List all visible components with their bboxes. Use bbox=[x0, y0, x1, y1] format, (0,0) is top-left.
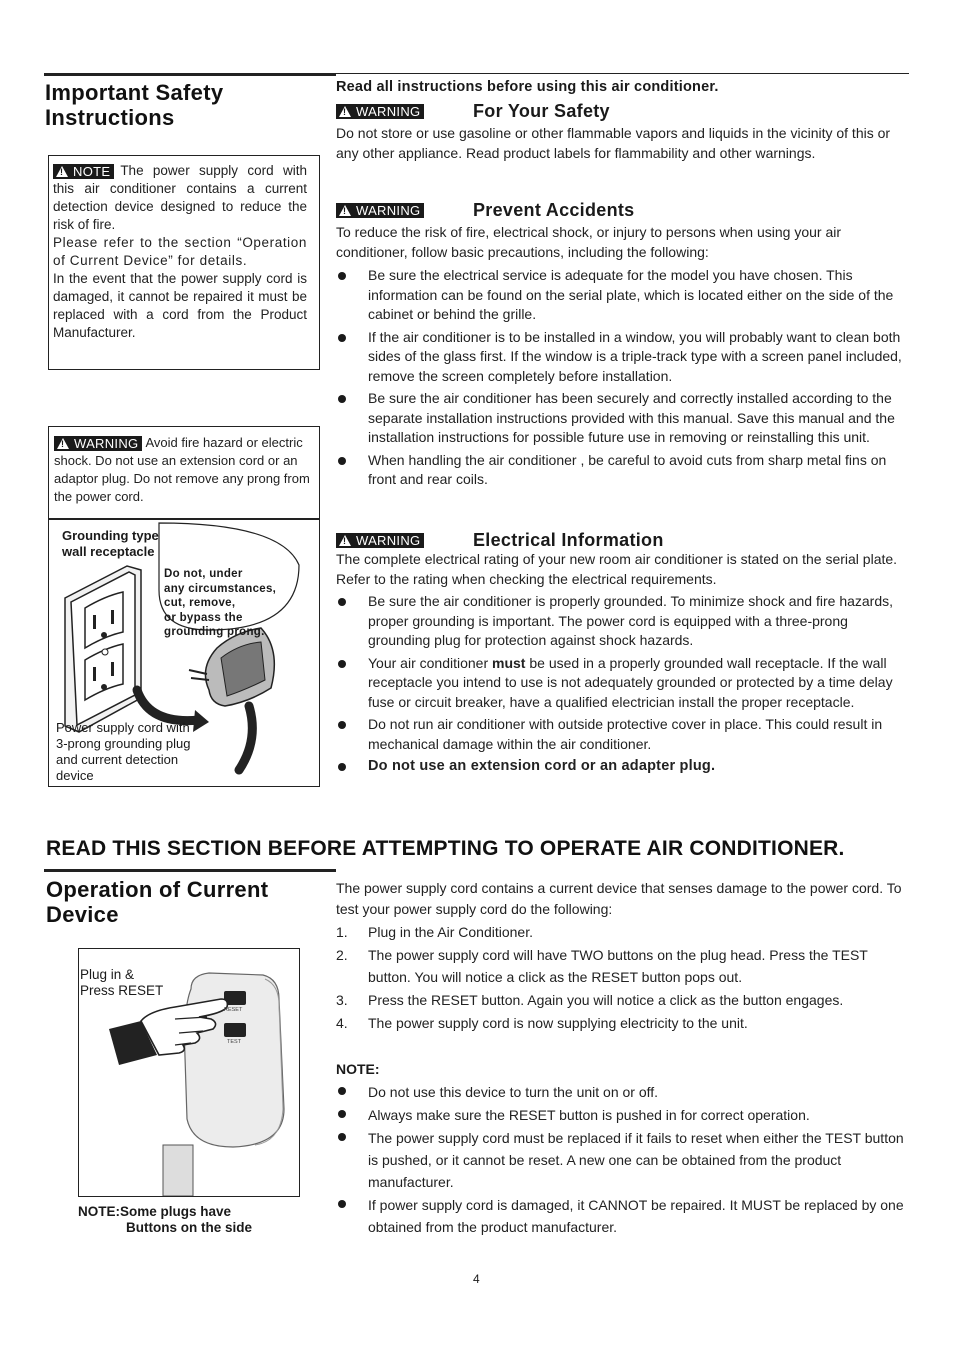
operation-title-line1: Operation of Current bbox=[46, 877, 269, 902]
plug-figure-box bbox=[78, 948, 300, 1197]
step-item bbox=[336, 1012, 910, 1034]
list-item: The power supply cord must be replaced if it fails to reset when either the TEST button is pushed, or it cannot be reset. A new one can be obtained from the product manufacturer. bbox=[336, 1127, 910, 1193]
list-item: Do not use this device to turn the unit on or off. bbox=[336, 1081, 910, 1103]
step-number: 1. bbox=[336, 924, 348, 940]
warning-triangle-icon bbox=[339, 205, 351, 216]
list-item: Do not run air conditioner with outside protective cover in place. This could result in mechanical damage within the air conditioner. bbox=[336, 715, 910, 754]
for-your-safety-text: Do not store or use gasoline or other flammable vapors and liquids in the vicinity of this or any other appliance. Read product labels for flammability and other warnings. bbox=[336, 125, 891, 161]
label-line: device bbox=[56, 768, 94, 783]
list-item: Do not use an extension cord or an adapter plug. bbox=[336, 757, 910, 777]
callout-text bbox=[164, 567, 276, 640]
prevent-accidents-list bbox=[336, 266, 910, 493]
safety-title-line1: Important Safety bbox=[45, 80, 224, 105]
step-text: The power supply cord is now supplying electricity to the unit. bbox=[368, 1015, 748, 1031]
badge-label: WARNING bbox=[74, 436, 139, 452]
operation-steps bbox=[336, 921, 910, 1035]
prevent-accidents-text: To reduce the risk of fire, electrical shock, or injury to persons when using your air conditioner, follow basic precautions, including the following: bbox=[336, 224, 842, 260]
operation-title bbox=[46, 877, 268, 927]
label-line: Grounding type bbox=[62, 528, 159, 543]
section-rule-thin bbox=[336, 73, 909, 74]
list-item: Always make sure the RESET button is pushed in for correct operation. bbox=[336, 1104, 910, 1126]
list-item: Be sure the electrical service is adequate for the model you have chosen. This information can be found on the serial plate, which is located either on the side of the cabinet or behind the grille. bbox=[336, 266, 910, 325]
safety-title bbox=[45, 80, 223, 130]
badge-label: WARNING bbox=[356, 104, 421, 120]
step-item bbox=[336, 989, 910, 1011]
callout-line: any circumstances, bbox=[164, 582, 277, 595]
note-paragraph: The power supply cord with this air conditioner contains a current detection device designed to reduce the risk of fire. bbox=[53, 163, 307, 232]
callout-line: grounding prong. bbox=[164, 626, 265, 638]
warning-box bbox=[48, 426, 320, 787]
label-line: Plug in & bbox=[80, 967, 135, 982]
intro-text: Read all instructions before using this air conditioner. bbox=[336, 79, 719, 95]
label-line: and current detection bbox=[56, 752, 179, 767]
note-line: Buttons on the side bbox=[126, 1220, 252, 1235]
note-line: NOTE:Some plugs have bbox=[78, 1204, 232, 1219]
step-item bbox=[336, 944, 910, 988]
electrical-info-list bbox=[336, 592, 910, 780]
section-rule-thick bbox=[44, 73, 336, 76]
plug-figure-note bbox=[78, 1204, 252, 1236]
warning-triangle-icon bbox=[339, 535, 351, 546]
emphasis-text: must bbox=[492, 654, 526, 671]
warning-triangle-icon bbox=[57, 438, 69, 449]
read-section-banner: READ THIS SECTION BEFORE ATTEMPTING TO OPERATE AIR CONDITIONER. bbox=[46, 837, 845, 860]
label-line: wall receptacle bbox=[62, 544, 155, 559]
step-item bbox=[336, 921, 910, 943]
text-run: be used in a properly grounded wall receptacle. If the wall receptacle you intend to use is not adequately grounded or protected by a time delay fuse or circuit breaker, have a qualified electrician install the proper receptacle. bbox=[368, 654, 893, 710]
label-line: Power supply cord with bbox=[56, 720, 190, 735]
callout-line: Do not, under bbox=[164, 568, 243, 580]
list-item: When handling the air conditioner , be careful to avoid cuts from sharp metal fins on front and rear coils. bbox=[336, 451, 910, 490]
note-paragraph: Please refer to the section “Operation of Current Device” for details. bbox=[53, 235, 307, 268]
list-item: Be sure the air conditioner is properly grounded. To minimize shock and fire hazards, proper grounding is important. The power cord is equipped with a three-prong grounding plug for protection against shock hazards. bbox=[336, 592, 910, 651]
operation-title-line2: Device bbox=[46, 902, 119, 927]
for-your-safety-heading: For Your Safety bbox=[473, 101, 610, 121]
label-line: 3-prong grounding plug bbox=[56, 736, 191, 751]
warning-triangle-icon bbox=[339, 106, 351, 117]
text-run: Your air conditioner bbox=[368, 654, 493, 671]
warning-badge bbox=[336, 532, 424, 550]
electrical-info-heading: Electrical Information bbox=[473, 530, 664, 550]
page-number: 4 bbox=[473, 1272, 480, 1286]
warning-triangle-icon bbox=[56, 166, 68, 177]
step-text: Plug in the Air Conditioner. bbox=[368, 924, 533, 940]
operation-intro: The power supply cord contains a current device that senses damage to the power cord. To test your power supply cord do the following: bbox=[336, 880, 902, 917]
operation-notes bbox=[336, 1081, 910, 1241]
safety-title-line2: Instructions bbox=[45, 105, 175, 130]
callout-line: cut, remove, bbox=[164, 597, 236, 609]
list-item: If the air conditioner is to be installed in a window, you will probably want to clean both sides of the glass first. If the window is a triple-track type with a screen panel included, remove the screen completely before installation. bbox=[336, 328, 910, 387]
list-item bbox=[336, 654, 910, 713]
step-number: 3. bbox=[336, 992, 348, 1008]
electrical-info-text: The complete electrical rating of your new room air conditioner is stated on the serial plate. Refer to the rating when checking the electrical requirements. bbox=[336, 551, 898, 587]
badge-label: NOTE bbox=[73, 163, 111, 179]
label-line: Press RESET bbox=[80, 983, 164, 998]
test-button-label: TEST bbox=[227, 1039, 242, 1045]
warning-badge bbox=[336, 103, 424, 121]
warning-badge bbox=[336, 202, 424, 220]
section-rule-thick bbox=[44, 869, 336, 872]
note-heading: NOTE: bbox=[336, 1061, 380, 1077]
grounding-figure bbox=[49, 520, 319, 786]
prevent-accidents-heading: Prevent Accidents bbox=[473, 200, 635, 220]
list-item: If power supply cord is damaged, it CANNOT be repaired. It MUST be replaced by one obtained from the product manufacturer. bbox=[336, 1194, 910, 1238]
step-text: The power supply cord will have TWO buttons on the plug head. Press the TEST button. You will notice a click as the RESET button pops out. bbox=[368, 947, 868, 985]
badge-label: WARNING bbox=[356, 203, 421, 219]
badge-label: WARNING bbox=[356, 533, 421, 549]
step-text: Press the RESET button. Again you will notice a click as the button engages. bbox=[368, 992, 844, 1008]
plug-figure-label bbox=[80, 967, 163, 999]
note-paragraph: In the event that the power supply cord is damaged, it cannot be repaired it must be replaced with a cord from the Product Manufacturer. bbox=[53, 271, 307, 340]
cord-label bbox=[56, 720, 190, 784]
step-number: 2. bbox=[336, 947, 348, 963]
warning-box-paragraph: Avoid fire hazard or electric shock. Do not use an extension cord or an adaptor plug. Do not remove any prong from the power cord. bbox=[54, 435, 310, 504]
step-number: 4. bbox=[336, 1015, 348, 1031]
warning-box-text bbox=[49, 427, 319, 512]
note-box-text bbox=[53, 162, 307, 342]
list-item: Be sure the air conditioner has been securely and correctly installed according to the separate installation instructions provided with this manual. Save this manual and the installation instructions for possible future use in removing or reinstalling this unit. bbox=[336, 389, 910, 448]
callout-line: or bypass the bbox=[164, 611, 243, 624]
note-box bbox=[48, 155, 320, 370]
reset-button-label: RESET bbox=[224, 1007, 243, 1013]
